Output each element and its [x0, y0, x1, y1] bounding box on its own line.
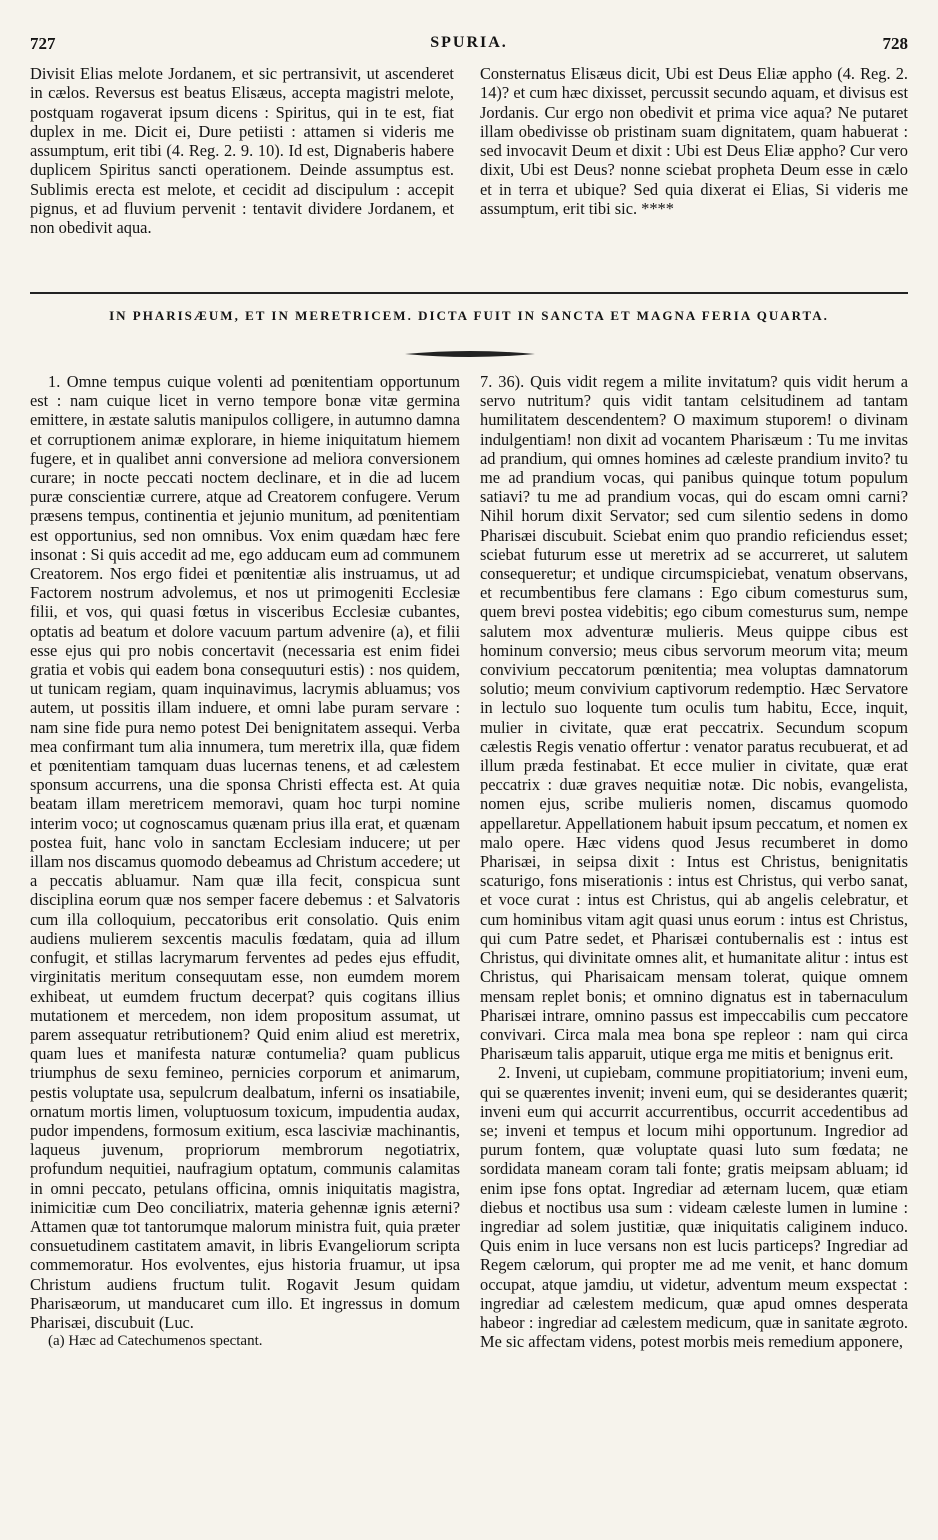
page-header — [30, 30, 908, 56]
sermon-paragraph-1: 1. Omne tempus cuique volenti ad pœnitentiam opportunum est : nam cuique licet in verno tempore bonæ vitæ germina emittere, in æstate salutis manipulos colligere, in autumno damna et corruptionem animæ explorare, in hieme iniquitatum hiemem fugere, et in qualibet anni conversione ad meliora conversionem curare; in nocte peccati noctem declinare, et in die ad lucem puræ conscientiæ currere, atque ad Creatorem confugere. Verum præsens tempus, continentia et jejunio munitum, ad pœnitentiam est opportunius, sed non omnibus. Vox enim quædam hæc fere insonat : Si quis accedit ad me, ego adducam eum ad communem Creatorem. Nos ergo fidei et pœnitentiæ alis instruamus, ut ad Factorem nostrum advolemus, et nos ut primogeniti Ecclesiæ filii, et vos, qui quasi fœtus in visceribus Ecclesiæ cubantes, optatis ad beatum et dolore vacuum partum advenire (a), et filii esse ejus qui pro nobis concertavit (necessaria est enim fidei gratia et vobis qui eadem bona consequuturi estis) : nos quidem, ut tunicam regiam, quam inquinavimus, lacrymis abluamus; vos autem, ut possitis illam induere, et omni labe puram servare : nam sine fide pura nemo potest Dei benignitatem assequi. Verba mea confirmant tum alia innumera, tum meretrix illa, quæ fidem et pœnitentiam tamquam duas lucernas tenens, et ad cælestem sponsum accurrens, una die sponsa Christi effecta est. At quia beatam illam meretricem memoravi, quam hoc turpi nomine interim voco; ut cognoscamus quænam prius illa erat, et quænam postea fuit, hanc volo in sanctam Ecclesiam inducere; ut per illam nos discamus quomodo debeamus ad Christum accedere; ut a peccatis abluamur. Nam quæ illa fecit, conspicua sunt disciplina eorum quæ nos semper facere debemus : et Salvatoris cum illa colloquium, peccatoribus erit consolatio. Quis enim audiens mulierem sexcentis maculis fœdatam, quia ad illum confugit, et stillas lacrymarum ferventes ad pedes ejus effudit, virginitatis meritum consequutam esse, non eumdem morem exhibeat, ut eumdem fructum decerpat? quis cogitans illius mutationem et mercedem, non idem propositum assumat, ut parem assequatur retributionem? Quid enim aliud est meretrix, quam lues et manifesta naturæ contumelia? quam publicus triumphus de sexu femineo, pernicies corporum et animarum, pestis voluptate usa, sepulcrum dealbatum, inferni os insatiabile, ornatum mortis limen, voluptuosum toxicum, impudentia audax, pudor impendens, formosum exitium, esca lasciviæ machinantis, laqueus juvenum, propriorum membrorum negotiatrix, profundum nequitiei, naufragium optatum, communis calamitas in omni peccato, petulans officina, omnis iniquitatis magistra, inimicitiæ cum Deo conciliatrix, materia gehennæ ignis æterni? Attamen quæ tot tantorumque malorum ministra fuit, quia præter consuetudinem castitatem amavit, in libris Evangeliorum scripta commemoratur. Hos evolventes, ejus historia fruamur, ut ipsa Christum audiens fructum tulit. Rogavit Jesum quidam Pharisæorum, ut manducaret cum illo. Et ingressus in domum Pharisæi, discubuit (Luc. — [30, 372, 460, 1332]
top-right-column — [480, 64, 908, 218]
book-page — [30, 30, 908, 1530]
page-number-left: 727 — [30, 34, 56, 53]
running-title: SPURIA. — [430, 34, 508, 51]
top-right-paragraph: Consternatus Elisæus dicit, Ubi est Deus Eliæ appho (4. Reg. 2. 14)? et cum hæc dixisset, percussit secundo aquam, et divisus est Jordanis. Cur ergo non obedivit et prima vice aqua? Ne putaret illam obedivisse ob pristinam suam dignitatem, quam habuerat : sed invocavit Deum et dixit : Ubi est Deus Eliæ appho? Cur vero dixit, Ubi est Deus? nonne sciebat propheta Deum esse in cælo et in terra et ubique? Sed quia dixerat ei Elias, Si videris me assumptum, erit tibi sic. **** — [480, 64, 908, 219]
section-title: IN PHARISÆUM, ET IN MERETRICEM. DICTA FUIT IN SANCTA ET MAGNA FERIA QUARTA. — [109, 308, 829, 323]
top-left-paragraph: Divisit Elias melote Jordanem, et sic pertransivit, ut ascenderet in cælos. Reversus est beatus Elisæus, accepta magistri melote, postquam rogaverat ipsum dicens : Spiritus, qui in te est, fiat duplex in me. Dicit ei, Dure petiisti : attamen si videris me assumptum, erit tibi (4. Reg. 2. 9. 10). Id est, Dignaberis habere duplicem Spiritus sancti operationem. Deinde assumptus est. Sublimis erecta est melote, et cecidit ad discipulum : accepit pignus, et ad fluvium pervenit : tentavit dividere Jordanem, et non obedivit aqua. — [30, 64, 454, 238]
sermon-paragraph-1-cont: 7. 36). Quis vidit regem a milite invitatum? quis vidit herum a servo nutritum? quis vidit tantam celsitudinem ad tantam humilitatem descendentem? O maximum stuporem! o divinam indulgentiam! non dixit ad vocantem Pharisæum : Tu me invitas ad prandium, qui omnes homines ad cæleste prandium invito? tu me ad prandium vocas, qui panibus quinque totum populum satiavi? tu me ad prandium vocas, qui do escam omni carni? Nihil horum dixit Servator; sed cum silentio sedens in domo Pharisæi discubuit. Sciebat enim quo prandio reficiendus esset; sciebat futurum esse ut meretrix ad se accurreret, ut salutem consequeretur; et undique circumspiciebat, venatum observans, et recumbentibus fere clamans : Ego cibum comesturus sum, quem brevi postea videbitis; ego cibum comesturus sum, nempe salutem mox adventuræ mulieris. Meus quippe cibus est hominum conversio; meus cibus servorum meorum vita; meum convivium peccatorum pœnitentia; mea voluptas damnatorum solutio; meum convivium captivorum redemptio. Hæc Servatore in lectulo suo loquente tum oculis tum habitu, Ecce, inquit, mulier in civitate, quæ erat peccatrix. Secundum scopum cælestis Regis venatio offertur : venator paratus recubuerat, et ad illum præda festinabat. Et ecce mulier in civitate, quæ erat peccatrix : duæ graves nequitiæ notæ. Dic nobis, evangelista, nomen ejus, scribe mulieris nomen, discamus quomodo appellaretur. Appellationem habuit ipsum peccatum, et nomen ex malo opere. Hæc videns quod Jesus recumberet in domo Pharisæi, in seipsa dixit : Intus est Christus, benignitatis scaturigo, fons miserationis : intus est Christus, qui verbo sanat, et voce curat : intus est Christus, qui ab angelis celebratur, et cum hominibus vitam agit quasi unus eorum : intus est Christus, qui cum Patre sedet, et Pharisæi contubernalis est : intus est Christus, qui divinitate omnes alit, et humanitate alitur : intus est Christus, qui Pharisaicam mensam tolerat, quique omnem mensam replet bonis; et omnino dignatus est in tabernaculum Pharisæi intrare, omnino passus est impeccabilis cum peccatore convivari. Circa mala mea bona spe repleor : nam qui circa Pharisæum talis apparuit, utique erga me mitis et benignus erit. — [480, 372, 908, 1064]
ornament-rule — [405, 349, 535, 359]
page-number-right: 728 — [882, 34, 908, 53]
main-right-column — [480, 372, 908, 1351]
footnote: (a) Hæc ad Catechumenos spectant. — [48, 1333, 263, 1350]
top-left-column — [30, 64, 454, 238]
main-left-column — [30, 372, 460, 1351]
sermon-paragraph-2: 2. Inveni, ut cupiebam, commune propitiatorium; inveni eum, qui se quærentes invenit; inveni eum, qui se desiderantes quærit; inveni eum qui accurrit accurrentibus, occurrit accedentibus ad se; inveni et tempus et locum mihi opportunum. Ingredior ad purum fontem, quæ voluptate quasi luto sum fœdata; ne sordidata maneam coram tali fonte; gratis meipsam abluam; id enim ipse fons optat. Ingrediar ad æternam lucem, quæ etiam diebus et noctibus usa sum : videam cæleste lumen in lumine : ingrediar ad solem justitiæ, quæ iniquitatis caliginem induco. Quis enim in luce versans non est lucis particeps? Ingrediar ad Regem cælorum, qui propter me ad me venit, et hanc domum occupat, atque jamdiu, ut videtur, adventum meum exspectat : ingrediar ad cælestem medicum, quæ apud omnes desperata habeor : ingrediar ad cælestem medicum, quæ in sanitate ægroto. Me sic affectam videns, potest morbis meis remedium apponere, — [480, 1063, 908, 1352]
section-divider — [30, 292, 908, 294]
